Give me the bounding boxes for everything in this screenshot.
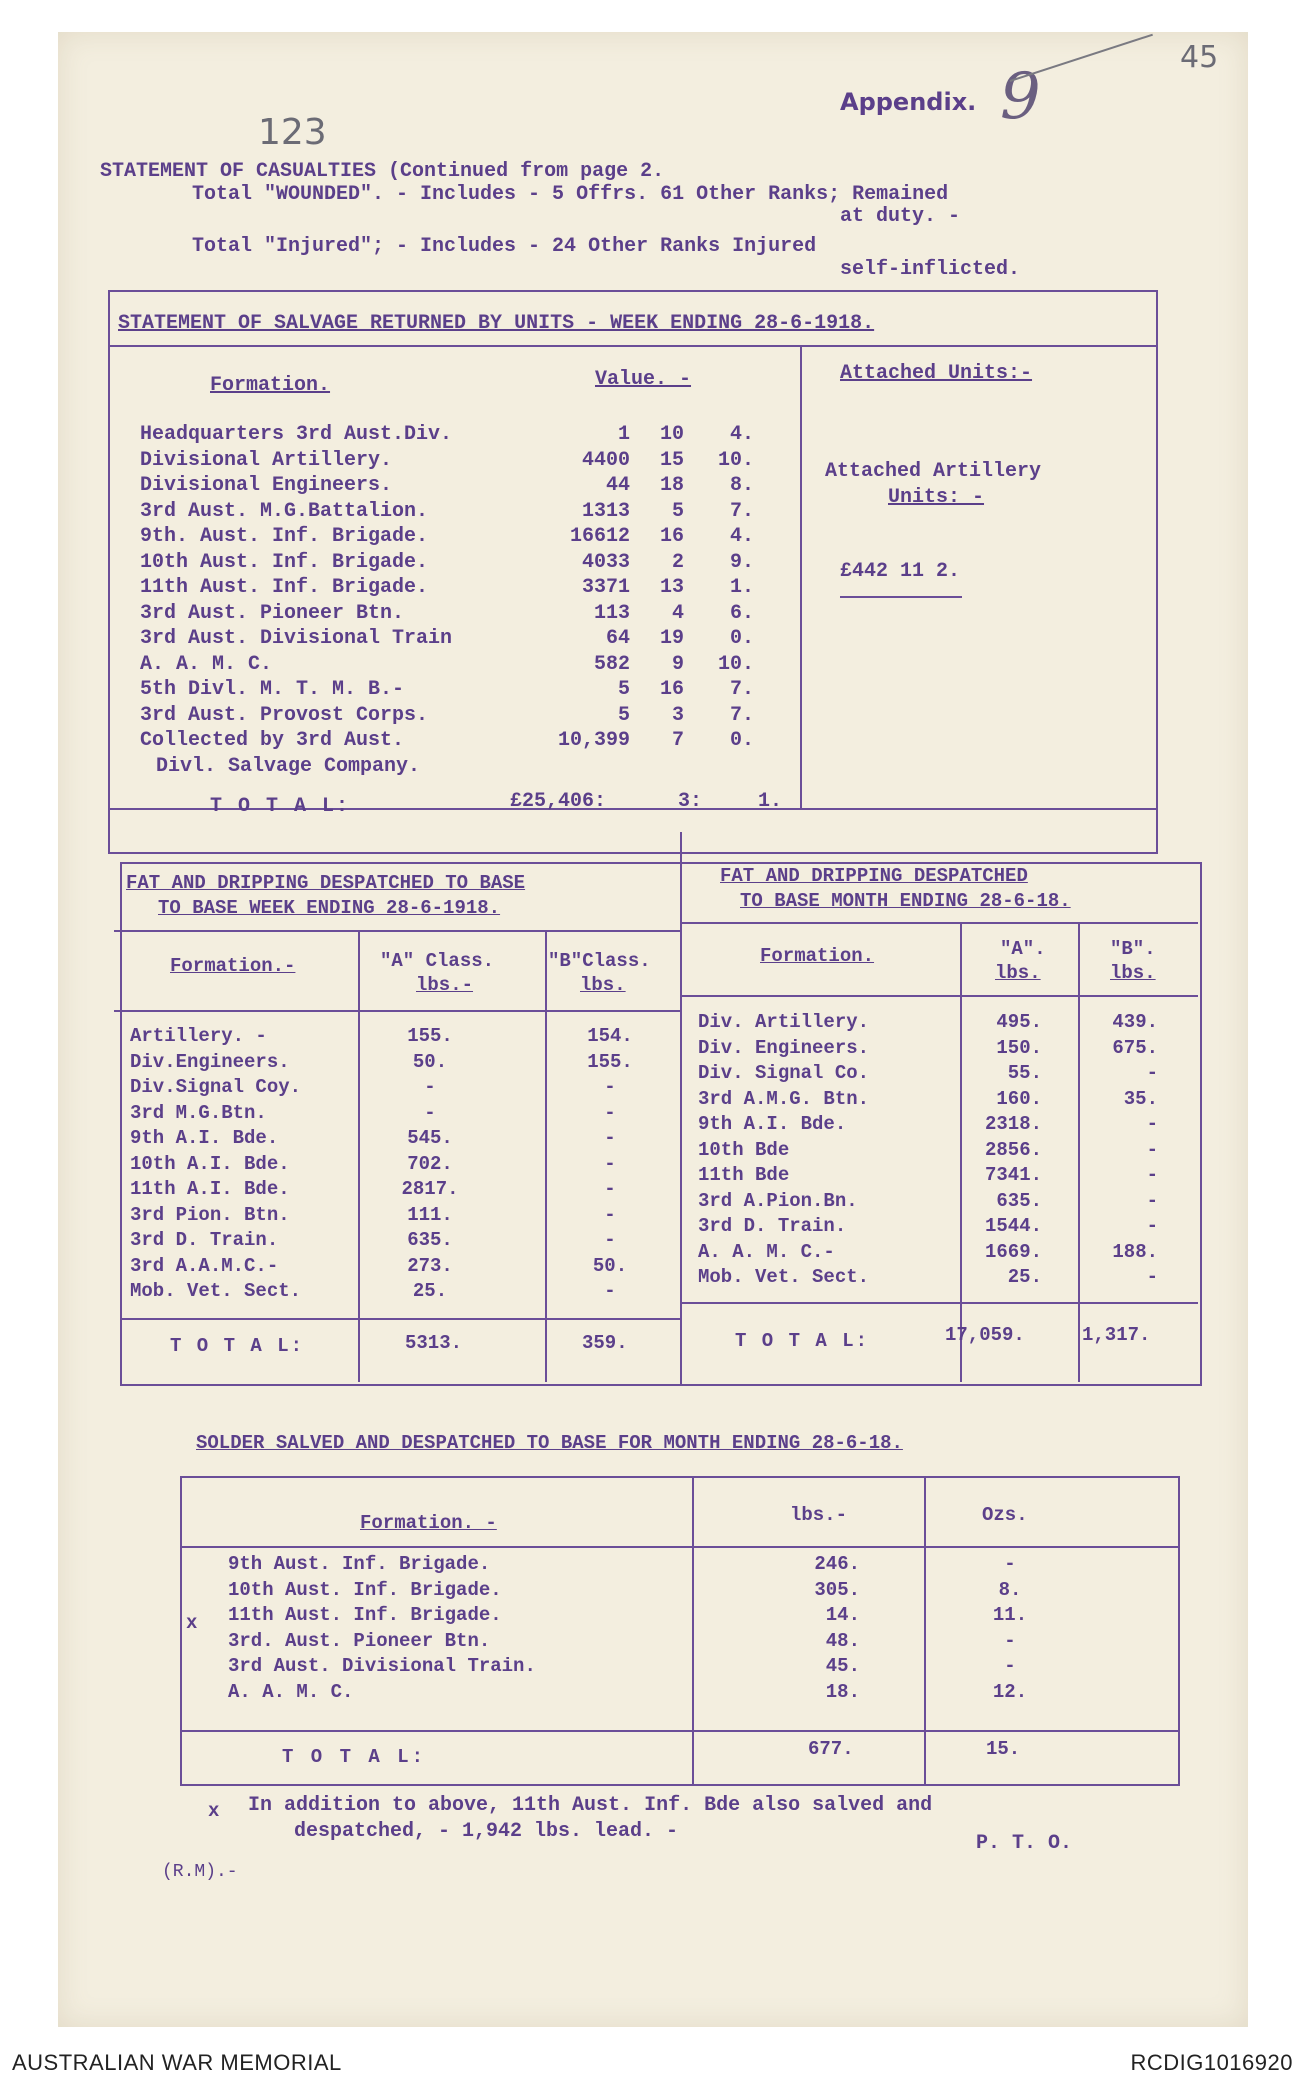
- salvage-shillings: 10: [659, 423, 684, 446]
- salvage-shillings: [640, 754, 684, 780]
- salvage-total-label: T O T A L:: [210, 795, 351, 818]
- fat-month-b-value: -: [1146, 1113, 1158, 1135]
- salvage-shillings: 2: [671, 550, 684, 574]
- salvage-pence: 4.: [729, 525, 754, 548]
- fat-week-formation: 9th A.I. Bde.: [130, 1127, 279, 1149]
- salvage-shillings-column: [640, 422, 684, 779]
- salvage-pence: 8.: [729, 474, 754, 497]
- solder-lbs: 18.: [825, 1680, 860, 1703]
- casualties-line-1: STATEMENT OF CASUALTIES (Continued from page 2.: [100, 160, 665, 183]
- salvage-pounds: 3371: [581, 576, 630, 599]
- initials: (R.M).-: [162, 1862, 238, 1882]
- solder-lbs: 45.: [825, 1655, 860, 1677]
- fat-month-header-formation: Formation.: [760, 945, 875, 967]
- salvage-pounds: 1313: [581, 499, 630, 523]
- salvage-pounds: 1: [617, 423, 630, 446]
- fat-week-formation: 3rd A.A.M.C.-: [130, 1254, 279, 1277]
- salvage-formation-column: [140, 422, 540, 779]
- solder-total-rule: [180, 1730, 1178, 1732]
- solder-total-ozs: 15.: [986, 1738, 1021, 1760]
- solder-ozs: 12.: [992, 1680, 1028, 1703]
- fat-week-title-2: TO BASE WEEK ENDING 28-6-1918.: [158, 897, 501, 919]
- fat-week-a-value: 155.: [407, 1025, 453, 1047]
- solder-formation: 9th Aust. Inf. Brigade.: [228, 1553, 491, 1575]
- salvage-shillings: 13: [659, 576, 684, 599]
- salvage-header-value: Value. -: [595, 368, 692, 391]
- salvage-row-formation: 10th Aust. Inf. Brigade.: [140, 550, 429, 574]
- fat-month-a-value: 150.: [996, 1036, 1042, 1059]
- fat-month-formation: 3rd D. Train.: [698, 1215, 847, 1237]
- solder-total-lbs: 677.: [808, 1738, 854, 1760]
- salvage-shillings: 3: [671, 703, 684, 727]
- fat-month-a-value: 495.: [996, 1011, 1042, 1033]
- fat-week-b-value: -: [604, 1229, 616, 1251]
- salvage-row-formation: 3rd Aust. Pioneer Btn.: [140, 601, 405, 625]
- fat-week-b-value: 154.: [587, 1025, 633, 1047]
- solder-lbs: 305.: [814, 1578, 860, 1601]
- salvage-header-attached: Attached Units:-: [840, 362, 1033, 385]
- fat-week-b-value: -: [604, 1203, 616, 1226]
- fat-month-formation: Mob. Vet. Sect.: [698, 1266, 870, 1288]
- fat-week-formation: 10th A.I. Bde.: [130, 1152, 290, 1175]
- salvage-total-pounds: £25,406:: [510, 790, 607, 813]
- salvage-header-formation: Formation.: [210, 374, 331, 397]
- salvage-pence: 0.: [729, 729, 754, 752]
- salvage-shillings: 19: [659, 627, 684, 650]
- salvage-pence: 10.: [717, 652, 754, 676]
- salvage-row-formation: 5th Divl. M. T. M. B.-: [140, 678, 405, 701]
- solder-formation: 11th Aust. Inf. Brigade.: [228, 1604, 502, 1626]
- fat-week-b-value: 155.: [587, 1050, 633, 1073]
- solder-ozs: -: [1004, 1655, 1016, 1677]
- salvage-pence: 1.: [729, 576, 754, 599]
- fat-week-a-value: 25.: [412, 1280, 448, 1302]
- fat-week-formation: 3rd Pion. Btn.: [130, 1203, 290, 1226]
- fat-week-title-1: FAT AND DRIPPING DESPATCHED TO BASE: [126, 872, 526, 894]
- fat-week-a-value: 2817.: [401, 1178, 459, 1200]
- fat-week-formation: 11th A.I. Bde.: [130, 1178, 290, 1200]
- fat-week-formation: Artillery. -: [130, 1025, 267, 1047]
- fat-month-formation: Div. Engineers.: [698, 1036, 870, 1059]
- fat-month-col-divider-2: [1078, 922, 1080, 1382]
- salvage-row-formation: Headquarters 3rd Aust.Div.: [140, 423, 453, 446]
- fat-month-formation: 9th A.I. Bde.: [698, 1113, 847, 1135]
- fat-month-a-value: 635.: [996, 1189, 1042, 1212]
- salvage-pounds: 10,399: [557, 729, 630, 752]
- fat-week-total-rule: [120, 1318, 680, 1320]
- salvage-pence: 9.: [729, 550, 754, 574]
- fat-week-rule: [114, 930, 680, 932]
- solder-header-lbs: lbs.-: [790, 1504, 848, 1526]
- salvage-shillings: 16: [659, 525, 684, 548]
- fat-month-a-value: 2856.: [984, 1138, 1042, 1161]
- salvage-shillings: 5: [671, 499, 684, 523]
- salvage-pounds: 44: [605, 474, 630, 497]
- fat-month-formation: 3rd A.Pion.Bn.: [698, 1189, 858, 1212]
- fat-month-a-value: 1669.: [984, 1240, 1042, 1263]
- casualties-line-4: Total "Injured"; - Includes - 24 Other Ranks Injured: [192, 235, 817, 258]
- fat-month-total-b: 1,317.: [1082, 1324, 1151, 1346]
- salvage-pounds: 16612: [569, 525, 630, 548]
- solder-lbs-column: [780, 1552, 860, 1705]
- fat-month-b-column: [1088, 1010, 1158, 1291]
- salvage-row-formation: Divisional Engineers.: [140, 474, 393, 497]
- salvage-row-formation: 3rd Aust. M.G.Battalion.: [140, 499, 429, 523]
- fat-week-total-b: 359.: [582, 1332, 628, 1354]
- solder-col-divider-1: [692, 1476, 694, 1784]
- fat-week-b-value: -: [604, 1101, 616, 1124]
- salvage-pence-column: [700, 422, 754, 779]
- fat-week-b-value: -: [604, 1152, 616, 1175]
- fat-month-a-value: 1544.: [984, 1215, 1042, 1237]
- fat-week-header-b: "B"Class.: [548, 950, 651, 972]
- salvage-row-formation: 3rd Aust. Divisional Train: [140, 627, 453, 650]
- solder-header-rule: [180, 1546, 1178, 1548]
- note-line-1: In addition to above, 11th Aust. Inf. Bde also salved and: [248, 1794, 933, 1817]
- fat-week-header-a-unit: lbs.-: [416, 974, 474, 996]
- salvage-divider: [800, 346, 802, 810]
- salvage-pence: 0.: [729, 627, 754, 650]
- fat-week-b-value: 50.: [592, 1254, 628, 1277]
- fat-week-formation: 3rd M.G.Btn.: [130, 1101, 267, 1124]
- casualties-line-2: Total "WOUNDED". - Includes - 5 Offrs. 61 Other Ranks; Remained: [192, 183, 949, 206]
- fat-week-formation: Mob. Vet. Sect.: [130, 1280, 302, 1302]
- fat-month-a-column: [962, 1010, 1042, 1291]
- fat-month-formation: 3rd A.M.G. Btn.: [698, 1087, 870, 1110]
- salvage-shillings: 15: [659, 448, 684, 472]
- salvage-pounds-column: [540, 422, 630, 779]
- fat-month-total-rule: [680, 1302, 1198, 1304]
- salvage-pence: 6.: [729, 601, 754, 625]
- solder-ozs-column: [970, 1552, 1050, 1705]
- fat-week-a-value: 50.: [412, 1050, 448, 1073]
- fat-month-b-value: 675.: [1112, 1036, 1158, 1059]
- fat-month-formation: Div. Artillery.: [698, 1011, 870, 1033]
- salvage-row-formation: 9th. Aust. Inf. Brigade.: [140, 525, 429, 548]
- fat-month-rule: [680, 922, 1198, 924]
- solder-title: SOLDER SALVED AND DESPATCHED TO BASE FOR MONTH ENDING 28-6-18.: [196, 1432, 903, 1454]
- solder-row-marker: x: [186, 1612, 198, 1634]
- fat-week-b-value: -: [604, 1076, 616, 1098]
- attached-underline: [840, 596, 962, 598]
- fat-month-formation-column: [698, 1010, 958, 1291]
- footer-institution: AUSTRALIAN WAR MEMORIAL: [12, 2050, 342, 2075]
- fat-month-a-value: 2318.: [984, 1113, 1042, 1135]
- fat-month-formation: 11th Bde: [698, 1164, 790, 1186]
- fat-week-formation: Div.Engineers.: [130, 1050, 290, 1073]
- fat-week-header-a: "A" Class.: [380, 950, 495, 972]
- fat-month-formation: Div. Signal Co.: [698, 1062, 870, 1084]
- note-line-2: despatched, - 1,942 lbs. lead. -: [294, 1820, 679, 1843]
- fat-month-a-value: 160.: [996, 1087, 1042, 1110]
- fat-month-total-label: T O T A L:: [735, 1330, 870, 1352]
- fat-month-b-value: 188.: [1112, 1240, 1158, 1263]
- fat-month-header-rule: [680, 995, 1198, 997]
- salvage-pence: 10.: [717, 448, 754, 472]
- solder-lbs: 246.: [814, 1553, 860, 1575]
- fat-week-b-value: -: [604, 1178, 616, 1200]
- fat-week-a-value: 702.: [407, 1152, 453, 1175]
- salvage-title: STATEMENT OF SALVAGE RETURNED BY UNITS - WEEK ENDING 28-6-1918.: [118, 312, 875, 335]
- solder-ozs: 11.: [992, 1604, 1028, 1626]
- solder-formation-column: [228, 1552, 668, 1705]
- fat-month-a-value: 55.: [1007, 1062, 1042, 1084]
- salvage-pence: 7.: [729, 499, 754, 523]
- fat-month-total-a: 17,059.: [945, 1324, 1025, 1346]
- fat-month-header-a: "A".: [1000, 938, 1046, 960]
- salvage-row-formation: Divl. Salvage Company.: [156, 754, 421, 778]
- fat-month-b-value: -: [1146, 1138, 1158, 1161]
- salvage-pence: [700, 754, 754, 780]
- fat-week-a-value: 635.: [407, 1229, 453, 1251]
- fat-month-header-a-unit: lbs.: [995, 962, 1041, 984]
- solder-total-label: T O T A L:: [282, 1746, 427, 1768]
- fat-month-b-value: -: [1146, 1189, 1158, 1212]
- fat-month-formation: 10th Bde: [698, 1138, 790, 1161]
- solder-formation: 3rd. Aust. Pioneer Btn.: [228, 1629, 491, 1652]
- attached-artillery-value: £442 11 2.: [840, 560, 961, 583]
- salvage-pounds: 4033: [581, 550, 630, 574]
- fat-week-b-value: -: [604, 1127, 616, 1149]
- fat-week-a-value: 111.: [407, 1203, 453, 1226]
- fat-week-header-rule: [114, 1010, 680, 1012]
- salvage-pounds: 5: [617, 703, 630, 727]
- solder-header-ozs: Ozs.: [982, 1504, 1028, 1526]
- solder-ozs: 8.: [998, 1578, 1022, 1601]
- salvage-pounds: 4400: [581, 448, 630, 472]
- fat-week-col-divider-2: [545, 932, 547, 1382]
- solder-lbs: 48.: [825, 1629, 860, 1652]
- casualties-line-5: self-inflicted.: [840, 258, 1021, 281]
- salvage-pence: 4.: [729, 423, 754, 446]
- fat-week-header-b-unit: lbs.: [580, 974, 626, 996]
- folio-number: 123: [258, 112, 327, 153]
- solder-header-formation: Formation. -: [360, 1512, 497, 1534]
- salvage-shillings: 16: [659, 678, 684, 701]
- salvage-total-pence: 1.: [758, 790, 783, 813]
- salvage-pounds: [540, 754, 630, 780]
- fat-week-a-column: [380, 1024, 480, 1305]
- salvage-row-formation: A. A. M. C.: [140, 652, 273, 676]
- fat-week-formation: Div.Signal Coy.: [130, 1076, 302, 1098]
- fat-month-header-b-unit: lbs.: [1110, 962, 1156, 984]
- fat-week-a-value: -: [424, 1101, 436, 1124]
- salvage-pounds: 113: [593, 601, 630, 625]
- salvage-row-formation: 11th Aust. Inf. Brigade.: [140, 576, 429, 599]
- salvage-row-formation: Divisional Artillery.: [140, 448, 393, 472]
- fat-month-b-value: 35.: [1123, 1087, 1158, 1110]
- note-marker: x: [208, 1800, 220, 1822]
- attached-artillery-line-2: Units: -: [888, 486, 985, 509]
- fat-month-title-2: TO BASE MONTH ENDING 28-6-18.: [740, 890, 1071, 912]
- solder-formation: 10th Aust. Inf. Brigade.: [228, 1578, 502, 1601]
- appendix-stamp: Appendix.: [840, 88, 977, 116]
- casualties-line-3: at duty. -: [840, 205, 961, 228]
- solder-formation: A. A. M. C.: [228, 1680, 354, 1703]
- fat-month-formation: A. A. M. C.-: [698, 1240, 835, 1263]
- fat-week-a-value: 545.: [407, 1127, 453, 1149]
- salvage-pounds: 64: [605, 627, 630, 650]
- salvage-shillings: 4: [671, 601, 684, 625]
- salvage-pounds: 5: [617, 678, 630, 701]
- salvage-pence: 7.: [729, 703, 754, 727]
- fat-week-a-value: -: [424, 1076, 436, 1098]
- salvage-pence: 7.: [729, 678, 754, 701]
- solder-formation: 3rd Aust. Divisional Train.: [228, 1655, 536, 1677]
- salvage-rule: [108, 345, 1156, 347]
- fat-month-b-value: -: [1146, 1164, 1158, 1186]
- fat-week-col-divider-1: [358, 932, 360, 1382]
- fat-month-title-1: FAT AND DRIPPING DESPATCHED: [720, 865, 1028, 887]
- fat-month-b-value: 439.: [1112, 1011, 1158, 1033]
- fat-week-formation-column: [130, 1024, 355, 1305]
- fat-month-b-value: -: [1146, 1215, 1158, 1237]
- fat-week-b-value: -: [604, 1280, 616, 1302]
- fat-week-total-label: T O T A L:: [170, 1335, 305, 1357]
- fat-week-b-column: [560, 1024, 660, 1305]
- fat-week-total-a: 5313.: [405, 1332, 463, 1354]
- salvage-shillings: 9: [671, 652, 684, 676]
- page-number-pencil: 45: [1180, 40, 1219, 75]
- salvage-shillings: 7: [671, 729, 684, 752]
- fat-week-a-value: 273.: [407, 1254, 453, 1277]
- pto-label: P. T. O.: [976, 1832, 1073, 1855]
- fat-month-a-value: 25.: [1007, 1266, 1042, 1288]
- solder-lbs: 14.: [825, 1604, 860, 1626]
- fat-month-a-value: 7341.: [984, 1164, 1042, 1186]
- fat-week-header-formation: Formation.-: [170, 955, 296, 977]
- fat-week-formation: 3rd D. Train.: [130, 1229, 279, 1251]
- appendix-number: 9: [1000, 60, 1041, 134]
- fat-month-b-value: -: [1146, 1062, 1158, 1084]
- attached-artillery-line-1: Attached Artillery: [825, 460, 1042, 483]
- solder-ozs: -: [1004, 1553, 1016, 1575]
- salvage-shillings: 18: [659, 474, 684, 497]
- solder-col-divider-2: [924, 1476, 926, 1784]
- fat-month-b-value: -: [1146, 1266, 1158, 1288]
- fat-month-header-b: "B".: [1110, 938, 1156, 960]
- salvage-row-formation: 3rd Aust. Provost Corps.: [140, 703, 429, 727]
- salvage-total-shillings: 3:: [678, 790, 703, 813]
- salvage-pounds: 582: [593, 652, 630, 676]
- solder-ozs: -: [1004, 1629, 1016, 1652]
- footer-reference: RCDIG1016920: [1130, 2050, 1293, 2075]
- salvage-row-formation: Collected by 3rd Aust.: [140, 729, 405, 752]
